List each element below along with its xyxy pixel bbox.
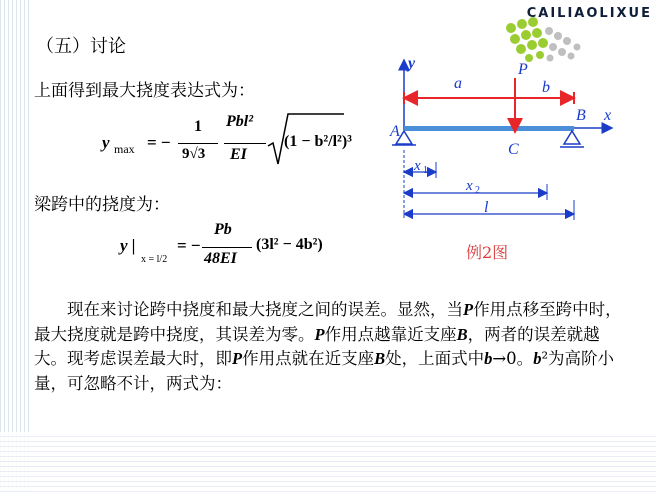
label-b: b [542, 79, 550, 96]
label-x: x [604, 107, 612, 124]
radical-sign [266, 110, 346, 170]
beam-diagram [384, 50, 634, 230]
section-title: （五）讨论 [36, 36, 126, 57]
midspan-line: 梁跨中的挠度为： [34, 195, 170, 215]
intro-line: 上面得到最大挠度表达式为： [34, 81, 255, 101]
svg-text:2: 2 [475, 185, 480, 196]
beam [404, 126, 574, 131]
figure-caption: 例2图 [466, 243, 509, 262]
label-A: A [390, 123, 400, 140]
discussion-paragraph: 现在来讨论跨中挠度和最大挠度之间的误差。显然，当P作用点移至跨中时，最大挠度就是跨中挠度，其误差为零。P作用点越靠近支座B，两者的误差就越大。现考虑误差最大时，即P作用点就在近支座B处，上面式中b→0。b²为高阶小量，可忽略不计，两式为： [34, 300, 622, 393]
label-l: l [484, 199, 489, 216]
bottom-decoration [0, 432, 656, 492]
label-y: y [408, 55, 416, 72]
logo-text: CAILIAOLIXUE [526, 6, 652, 21]
label-B: B [576, 107, 586, 124]
left-decoration [0, 0, 30, 492]
label-x2: x [466, 178, 473, 194]
label-C: C [508, 141, 519, 158]
roller-support [564, 131, 580, 144]
svg-text:1: 1 [423, 165, 428, 176]
label-P: P [518, 61, 528, 78]
label-x1: x [414, 158, 421, 174]
label-a: a [454, 75, 462, 92]
